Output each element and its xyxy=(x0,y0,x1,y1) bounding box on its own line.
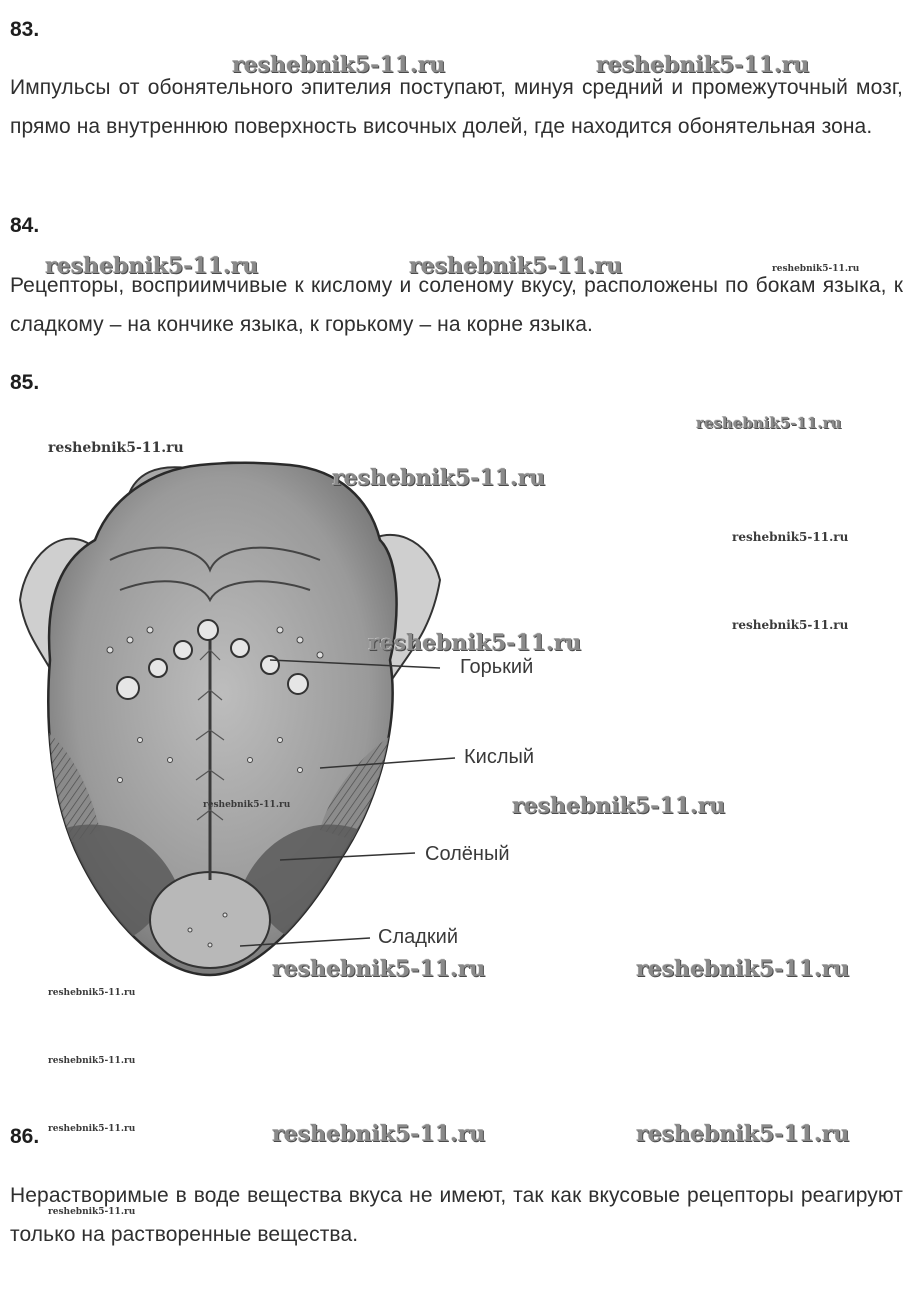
watermark: reshebnik5-11.ru xyxy=(409,253,623,279)
watermark: reshebnik5-11.ru xyxy=(203,800,291,810)
watermark: reshebnik5-11.ru xyxy=(48,1124,136,1134)
watermark: reshebnik5-11.ru xyxy=(332,465,546,491)
watermark: reshebnik5-11.ru xyxy=(636,956,850,982)
section-86-number: 86. xyxy=(10,1125,40,1148)
label-sweet: Сладкий xyxy=(378,926,458,948)
label-salty: Солёный xyxy=(425,843,510,865)
section-83-number: 83. xyxy=(10,18,40,41)
label-sour: Кислый xyxy=(464,746,535,768)
watermark: reshebnik5-11.ru xyxy=(48,988,136,998)
watermark: reshebnik5-11.ru xyxy=(368,630,582,656)
section-84-text: Рецепторы, восприимчивые к кислому и соленому вкусу, расположены по бокам языка, к сладкому – на кончике языка, к горькому – на корне языка. xyxy=(10,274,903,336)
watermark: reshebnik5-11.ru xyxy=(636,1121,850,1147)
label-bitter: Горький xyxy=(460,656,534,678)
section-85-number: 85. xyxy=(10,371,40,394)
watermark: reshebnik5-11.ru xyxy=(232,52,446,78)
watermark: reshebnik5-11.ru xyxy=(48,1056,136,1066)
section-83-text: Импульсы от обонятельного эпителия поступают, минуя средний и промежуточный мозг, прямо на внутреннюю поверхность височных долей, где находится обонятельная зона. xyxy=(10,76,903,138)
watermark: reshebnik5-11.ru xyxy=(272,1121,486,1147)
section-86-text: Нерастворимые в воде вещества вкуса не имеют, так как вкусовые рецепторы реагируют только на растворенные вещества. xyxy=(10,1184,903,1246)
watermark: reshebnik5-11.ru xyxy=(772,264,860,274)
watermark: reshebnik5-11.ru xyxy=(48,1207,136,1217)
watermark: reshebnik5-11.ru xyxy=(272,956,486,982)
section-84-number: 84. xyxy=(10,214,40,237)
watermark: reshebnik5-11.ru xyxy=(45,253,259,279)
watermark: reshebnik5-11.ru xyxy=(696,414,842,432)
watermark: reshebnik5-11.ru xyxy=(48,440,184,456)
watermark: reshebnik5-11.ru xyxy=(512,793,726,819)
watermark: reshebnik5-11.ru xyxy=(732,618,849,632)
watermark: reshebnik5-11.ru xyxy=(732,530,849,544)
watermark: reshebnik5-11.ru xyxy=(596,52,810,78)
